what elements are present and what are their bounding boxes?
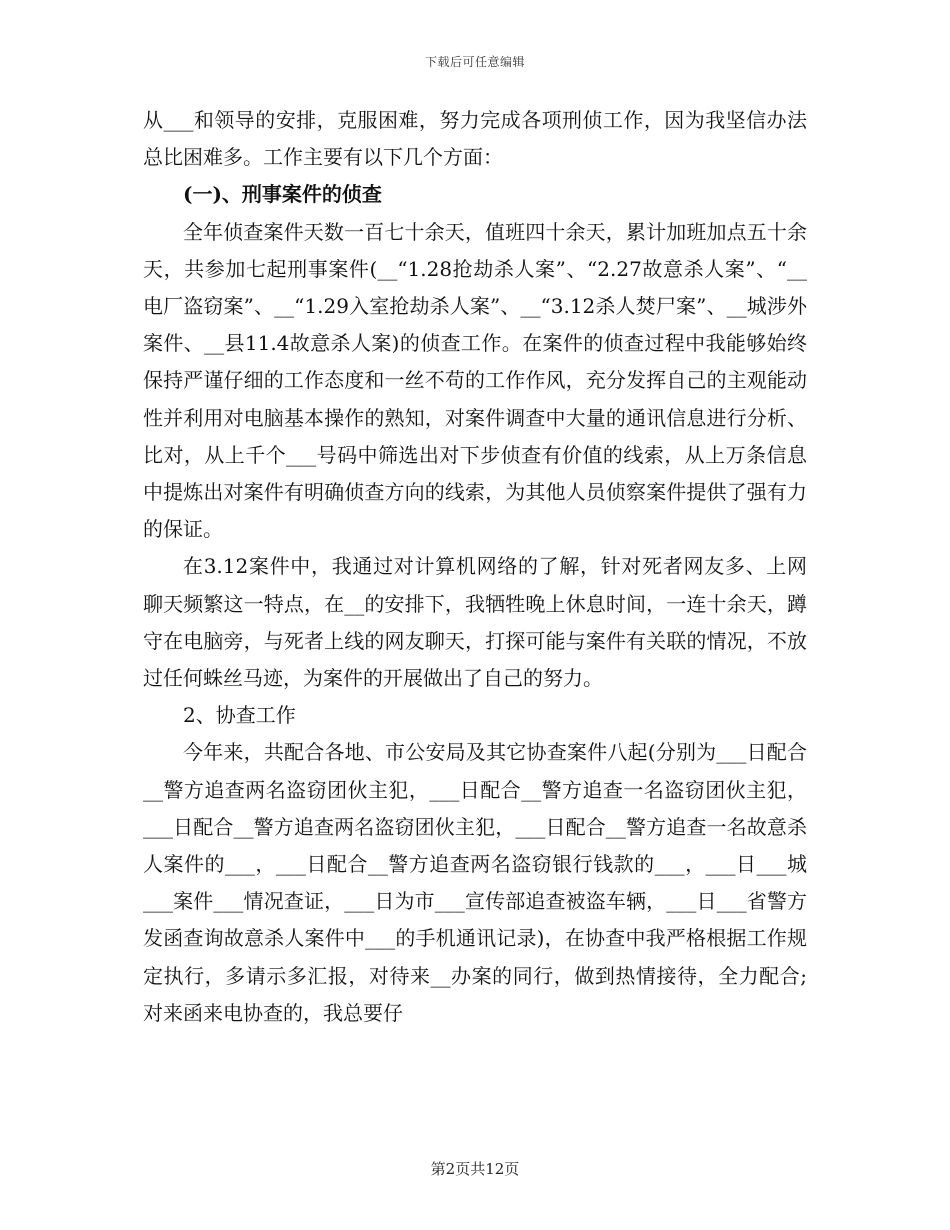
section-heading-assist-work: 2、协查工作 <box>183 703 296 728</box>
section-heading-criminal-investigation: (一)、刑事案件的侦查 <box>183 182 382 207</box>
page-number: 第2页共12页 <box>430 1160 520 1178</box>
paragraph-investigation-summary: 全年侦查案件天数一百七十余天，值班四十余天，累计加班加点五十余天，共参加七起刑事案件(__“1.28抢劫杀人案”、“2.27故意杀人案”、“__电厂盗窃案”、__“1.29入室抢劫杀人案”、__“3.12杀人焚尸案”、__城涉外案件、__县11.4故意杀人案)的侦查工作。在案件的侦查过程中我能够始终保持严谨仔细的工作态度和一丝不苟的工作作风，充分发挥自己的主观能动性并利用对电脑基本操作的熟知，对案件调查中大量的通讯信息进行分析、比对，从上千个___号码中筛选出对下步侦查有价值的线索，从上万条信息中提炼出对案件有明确侦查方向的线索，为其他人员侦察案件提供了强有力的保证。 <box>143 219 807 542</box>
page-header-note: 下载后可任意编辑 <box>424 55 525 69</box>
document-body <box>143 102 807 1032</box>
paragraph-intro: 从___和领导的安排，克服困难，努力完成各项刑侦工作，因为我坚信办法总比困难多。工作主要有以下几个方面： <box>143 108 807 170</box>
paragraph-case-312: 在3.12案件中，我通过对计算机网络的了解，针对死者网友多、上网聊天频繁这一特点，在__的安排下，我牺牲晚上休息时间，一连十余天，蹲守在电脑旁，与死者上线的网友聊天，打探可能与案件有关联的情况，不放过任何蛛丝马迹，为案件的开展做出了自己的努力。 <box>143 554 807 691</box>
paragraph-assist-cases: 今年来，共配合各地、市公安局及其它协查案件八起(分别为___日配合__警方追查两名盗窃团伙主犯，___日配合__警方追查一名盗窃团伙主犯，___日配合__警方追查两名盗窃团伙主犯，___日配合__警方追查一名故意杀人案件的___，___日配合__警方追查两名盗窃银行钱款的___，___日___城___案件___情况查证，___日为市___宣传部追查被盗车辆，___日___省警方发函查询故意杀人案件中___的手机通讯记录)，在协查中我严格根据工作规定执行，多请示多汇报，对待来__办案的同行，做到热情接待，全力配合;对来函来电协查的，我总要仔 <box>143 740 807 1025</box>
